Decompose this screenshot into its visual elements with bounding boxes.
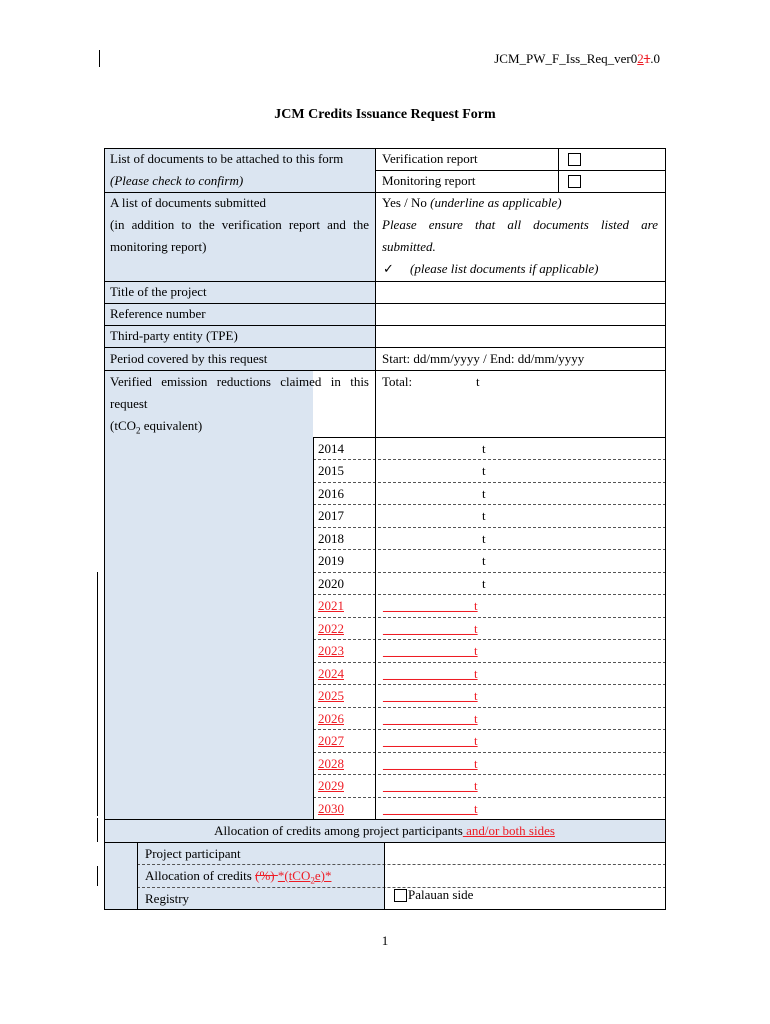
monitoring-report-checkbox[interactable] — [568, 175, 581, 188]
submitted-label-line2: (in addition to the verification report and the — [110, 217, 369, 232]
year-unit[interactable]: t — [482, 553, 486, 568]
change-bar — [97, 866, 98, 886]
year-row-divider — [313, 594, 666, 595]
total-unit: t — [476, 374, 480, 389]
year-unit[interactable]: t — [482, 441, 486, 456]
year-row-divider — [313, 752, 666, 753]
emissions-label-line1: Verified emission reductions claimed in this — [110, 374, 369, 389]
change-bar — [97, 818, 98, 842]
shade-allocation-left — [104, 842, 137, 910]
inserted-year-value[interactable]: ______________t — [383, 711, 478, 726]
form-title: JCM Credits Issuance Request Form — [274, 107, 496, 122]
inserted-year-label: 2021 — [318, 598, 344, 613]
table-rule — [375, 437, 376, 819]
year-label: 2014 — [318, 441, 344, 456]
emissions-label-line2: request — [110, 396, 148, 411]
year-row-divider — [313, 707, 666, 708]
allocation-credits-label: Allocation of credits (%) *(tCO$_2$e)* — [145, 868, 332, 886]
inserted-year-label: 2029 — [318, 778, 344, 793]
inserted-year-value[interactable]: ______________t — [383, 666, 478, 681]
change-bar — [97, 572, 98, 816]
year-label: 2015 — [318, 463, 344, 478]
period-value[interactable]: Start: dd/mm/yyyy / End: dd/mm/yyyy — [382, 351, 585, 366]
document-code: JCM_PW_F_Iss_Req_ver021.0 — [494, 51, 660, 66]
emissions-unit: (tCO$_2$ equivalent) — [110, 418, 203, 436]
year-row-divider — [313, 459, 666, 460]
year-row-divider — [313, 684, 666, 685]
project-title-label: Title of the project — [110, 284, 207, 299]
tpe-value[interactable] — [380, 327, 660, 345]
year-unit[interactable]: t — [482, 486, 486, 501]
inserted-year-label: 2030 — [318, 801, 344, 816]
inserted-year-label: 2026 — [318, 711, 344, 726]
year-row-divider — [313, 549, 666, 550]
monitoring-report-label: Monitoring report — [382, 173, 476, 188]
palauan-side-label: Palauan side — [408, 887, 474, 902]
submitted-label-line3: monitoring report) — [110, 239, 207, 254]
inserted-year-label: 2024 — [318, 666, 344, 681]
year-unit[interactable]: t — [482, 463, 486, 478]
total-label: Total: — [382, 374, 413, 389]
inserted-year-label: 2025 — [318, 688, 344, 703]
period-label: Period covered by this request — [110, 351, 268, 366]
inserted-year-value[interactable]: ______________t — [383, 598, 478, 613]
ensure-note-line2: submitted. — [382, 239, 436, 254]
table-border — [104, 148, 105, 910]
registry-label: Registry — [145, 891, 190, 906]
list-documents-note: (please list documents if applicable) — [410, 261, 599, 276]
year-row-divider — [313, 797, 666, 798]
documents-label: List of documents to be attached to this form — [110, 151, 344, 166]
submitted-label-line1: A list of documents submitted — [110, 195, 266, 210]
table-rule — [375, 148, 376, 438]
inserted-year-label: 2027 — [318, 733, 344, 748]
year-row-divider — [313, 482, 666, 483]
table-rule — [137, 842, 138, 910]
table-rule — [384, 842, 385, 910]
documents-note: (Please check to confirm) — [110, 173, 244, 188]
year-unit[interactable]: t — [482, 508, 486, 523]
inserted-year-value[interactable]: ______________t — [383, 733, 478, 748]
reference-number-value[interactable] — [380, 305, 660, 323]
ensure-note-line1: Please ensure that all documents listed are — [382, 217, 658, 232]
submitted-answer[interactable]: Yes / No (underline as applicable) — [382, 195, 562, 210]
reference-number-label: Reference number — [110, 306, 206, 321]
year-row-divider — [313, 774, 666, 775]
project-participant-label: Project participant — [145, 846, 241, 861]
inserted-year-value[interactable]: ______________t — [383, 621, 478, 636]
year-row-divider — [313, 572, 666, 573]
inserted-year-value[interactable]: ______________t — [383, 643, 478, 658]
verification-report-label: Verification report — [382, 151, 478, 166]
table-rule — [558, 148, 559, 193]
year-unit[interactable]: t — [482, 531, 486, 546]
check-icon: ✓ — [383, 261, 394, 276]
inserted-year-value[interactable]: ______________t — [383, 801, 478, 816]
page-number: 1 — [381, 933, 389, 948]
year-row-divider — [313, 729, 666, 730]
table-rule — [313, 437, 314, 819]
table-rule — [313, 437, 666, 438]
year-row-divider — [313, 662, 666, 663]
allocation-heading: Allocation of credits among project participants and/or both sides — [214, 823, 555, 838]
year-label: 2019 — [318, 553, 344, 568]
table-border — [665, 148, 666, 910]
inserted-year-value[interactable]: ______________t — [383, 756, 478, 771]
inserted-year-label: 2023 — [318, 643, 344, 658]
year-label: 2020 — [318, 576, 344, 591]
inserted-year-label: 2022 — [318, 621, 344, 636]
year-row-divider — [313, 639, 666, 640]
inserted-year-label: 2028 — [318, 756, 344, 771]
verification-report-checkbox[interactable] — [568, 153, 581, 166]
inserted-year-value[interactable]: ______________t — [383, 688, 478, 703]
year-label: 2017 — [318, 508, 344, 523]
inserted-year-value[interactable]: ______________t — [383, 778, 478, 793]
year-row-divider — [313, 504, 666, 505]
palauan-side-checkbox[interactable] — [394, 889, 407, 902]
year-unit[interactable]: t — [482, 576, 486, 591]
year-row-divider — [313, 527, 666, 528]
year-row-divider — [313, 617, 666, 618]
year-label: 2016 — [318, 486, 344, 501]
tpe-label: Third-party entity (TPE) — [110, 328, 238, 343]
project-title-value[interactable] — [380, 283, 660, 301]
project-participant-value[interactable] — [390, 845, 660, 863]
allocation-credits-value[interactable] — [390, 867, 660, 885]
year-label: 2018 — [318, 531, 344, 546]
